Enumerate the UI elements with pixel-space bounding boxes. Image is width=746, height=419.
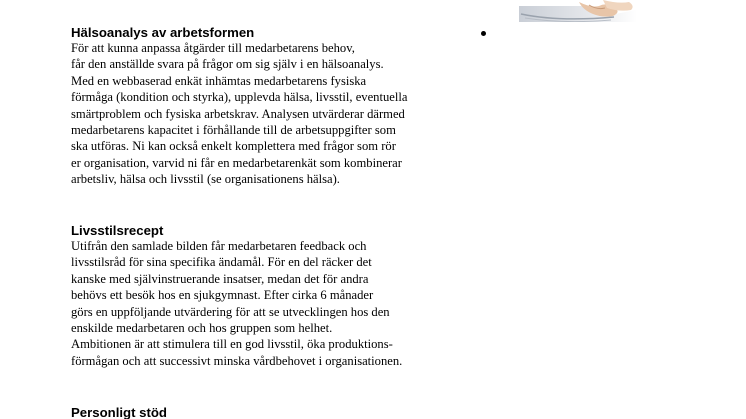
section-heading: Hälsoanalys av arbetsformen [71,25,255,40]
body-line: förmågan och att successivt minska vårdbehovet i organisationen. [71,353,403,368]
section-personligt-stod [71,405,167,419]
body-line: smärtproblem och fysiska arbetskrav. Analysen utvärderar därmed [71,106,405,121]
body-line: medarbetarens kapacitet i förhållande till de arbetsuppgifter som [71,123,396,138]
body-line: livsstilsråd för sina specifika ändamål. För en del räcker det [71,255,372,270]
body-line: får den anställde svara på frågor om sig själv i en hälsoanalys. [71,57,384,72]
bullet-dot [481,31,486,36]
body-line: enskilde medarbetaren och hos gruppen som helhet. [71,321,333,336]
section-heading: Livsstilsrecept [71,223,164,238]
body-line: Med en webbaserad enkät inhämtas medarbetarens fysiska [71,73,367,88]
section-halsoanalys [71,25,407,188]
section-livsstilsrecept [71,223,402,369]
body-line: görs en uppföljande utvärdering för att se utvecklingen hos den [71,304,390,319]
body-line: Utifrån den samlade bilden får medarbetaren feedback och [71,239,367,253]
body-line: arbetsliv, hälsa och livsstil (se organisationens hälsa). [71,172,340,187]
body-line: ska utföras. Ni kan också enkelt komplettera med frågor som rör [71,139,396,154]
body-line: er organisation, varvid ni får en medarbetarenkät som kombinerar [71,155,402,170]
laptop-photo [519,0,637,22]
section-body [71,40,407,188]
body-line: behövs ett besök hos en sjukgymnast. Efter cirka 6 månader [71,288,374,303]
body-line: För att kunna anpassa åtgärder till medarbetarens behov, [71,41,355,55]
body-line: förmåga (kondition och styrka), upplevda hälsa, livsstil, eventuella [71,90,408,105]
body-line: kanske med självinstruerande insatser, medan det för andra [71,271,369,286]
laptop-photo-graphic [519,0,637,22]
section-heading: Personligt stöd [71,405,167,419]
section-body [71,238,402,369]
body-line: Ambitionen är att stimulera till en god livsstil, öka produktions- [71,337,393,352]
